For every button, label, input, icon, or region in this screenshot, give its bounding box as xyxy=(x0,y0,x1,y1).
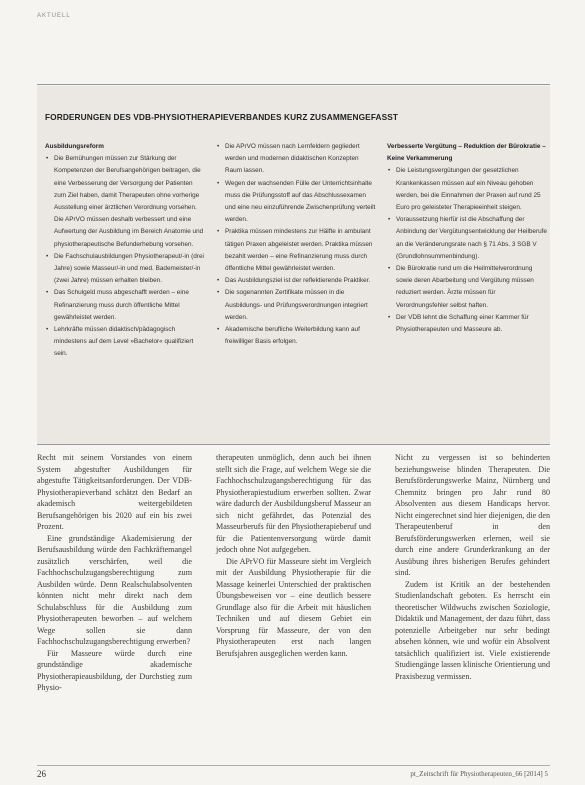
paragraph: Recht mit seinem Vorstandes von einem System abgestufter Ausbildungen für abgestufte Tätigkeitsanforderungen. Der VDB-Physiotherapieverband schätzt den Bedarf an akademisch weitergebildeten Berufsangehörigen bis 2020 auf ein bis zwei Prozent. xyxy=(37,453,192,531)
page-number: 26 xyxy=(37,769,46,779)
paragraph: Eine grundständige Akademisierung der Berufsausbildung würde den Fachkräftemangel zusätzlich verschärfen, weil die Fachhochschulzugangsberechtigung zum Ausbilden würde. Denn Realschulabsolventen könnten nicht mehr direkt nach dem Schulabschluss für die Ausbildung zum Physiotherapeuten beworben – auf welchem Wege sollen sie dann Fachhochschulzugangsberechtigung erwerben? xyxy=(37,533,192,646)
list-item: • Praktika müssen mindestens zur Hälfte in ambulant tätigen Praxen abgeleistet werden. Praktika müssen bezahlt werden – eine Refinanzierung muss durch öffentliche Mittel gewährleistet werden. xyxy=(216,226,376,275)
paragraph: Zudem ist Kritik an der bestehenden Studienlandschaft geboten. Es herrscht ein theoretischer Wildwuchs zwischen Soziologie, Didaktik und Management, der dazu führt, dass potenzielle Arbeitgeber nur sehr bedingt absehen können, wie und wofür ein Absolvent tatsächlich qualifiziert ist. Viele existierende Studiengänge lassen klinische Orientierung und Praxisbezug vermissen. xyxy=(395,579,550,681)
box-heading-reform: Ausbildungsreform xyxy=(45,143,104,150)
list-item: • Voraussetzung hierfür ist die Abschaffung der Anbindung der Vergütungsentwicklung der Heilberufe an die Veränderungsrate nach § 71 Abs. 3 SGB V (Grundlohnsummenbindung). xyxy=(387,214,547,263)
list-item: • Das Schulgeld muss abgeschafft werden – eine Refinanzierung muss durch öffentliche Mittel gewährleistet werden. xyxy=(45,287,205,324)
list-item: • Die sogenannten Zertifikate müssen in die Ausbildungs- und Prüfungsverordnungen integriert werden. xyxy=(216,287,376,324)
section-kicker: AKTUELL xyxy=(37,13,71,19)
list-item: • Der VDB lehnt die Schaffung einer Kammer für Physiotherapeuten und Masseure ab. xyxy=(387,312,547,336)
box-list-1 xyxy=(45,153,205,360)
paragraph: Die APrVO für Masseure sieht im Vergleich mit der Ausbildung Physiotherapie für die Massage keinerlei Unterschied der praktischen Übungsbeweisen vor – eine deutlich bessere Grundlage also für die Arbeit mit häuslichen Techniken und auf diesem Gebiet ein Vorsprung für Masseure, der von den Physiotherapeuten erst nach langen Berufsjahren ausgeglichen werden kann. xyxy=(216,556,371,658)
list-item: • Die Fachschulausbildungen Physiotherapeut/-in (drei Jahre) sowie Masseur/-in und med. Bademeister/-in (zwei Jahre) müssen erhalten bleiben. xyxy=(45,251,205,288)
box-column-2 xyxy=(216,141,376,348)
footer-rule xyxy=(37,765,550,766)
paragraph: therapeuten unmöglich, denn auch bei ihnen stellt sich die Frage, auf welchem Wege sie die Fachhochschulzugangsberechtigung für das Physiotherapiestudium erwerben sollten. Zwar wäre dadurch der Ausbildungsberuf Masseur an sich nicht gefährdet, das Potenzial des Masseurberufs für den Physiotherapieberuf und für die Patientenversorgung würde damit jedoch ohne Not aufgegeben. xyxy=(216,453,371,554)
list-item: • Lehrkräfte müssen didaktisch/pädagogisch mindestens auf dem Level »Bachelor« qualifiziert sein. xyxy=(45,324,205,361)
box-column-1 xyxy=(45,141,205,361)
list-item: • Die APrVO müssen nach Lernfeldern gegliedert werden und modernen didaktischen Konzepten Raum lassen. xyxy=(216,141,376,178)
publication-footer: pt_Zeitschrift für Physiotherapeuten_66 [2014] 5 xyxy=(410,770,548,778)
paragraph: Nicht zu vergessen ist so behinderten beziehungsweise blinden Therapeuten. Die Berufsförderungswerke Mainz, Nürnberg und Chemnitz bringen pro Jahr rund 80 Absolventen aus diesem Handicaps hervor. Nicht eingerechnet sind hier diejenigen, die den Therapeutenberuf in den Berufsförderungswerken erlernen, weil sie durch eine andere Grunderkrankung an der Ausübung ihres bisherigen Berufes gehindert sind. xyxy=(395,453,550,577)
paragraph: Für Masseure würde durch eine grundständige akademische Physiotherapieausbildung, der Durchstieg zum Physio- xyxy=(37,648,192,692)
text-column-3 xyxy=(395,452,550,682)
list-item: • Die Bemühungen müssen zur Stärkung der Kompetenzen der Berufsangehörigen beitragen, die eine Verbesserung der Versorgung der Patienten zum Ziel haben, damit Therapeuten ohne vorherige Ausstellung einer ärztlichen Verordnung vorsehen. Die APrVO müssen deshalb verbessert und eine Aufwertung der Ausbildung im Bereich Anatomie und physiotherapeutische Befunderhebung vorsehen. xyxy=(45,153,205,251)
box-heading-remuneration: Verbesserte Vergütung – Reduktion der Bürokratie – Keine Verkammerung xyxy=(387,143,546,163)
box-title: FORDERUNGEN DES VDB-PHYSIOTHERAPIEVERBANDES KURZ ZUSAMMENGEFASST xyxy=(45,112,399,122)
top-rule xyxy=(37,84,550,85)
box-list-2 xyxy=(216,141,376,348)
list-item: • Das Ausbildungsziel ist der reflektierende Praktiker. xyxy=(216,275,376,287)
list-item: • Die Leistungsvergütungen der gesetzlichen Krankenkassen müssen auf ein Niveau gehoben werden, bei die Einnahmen der Praxen auf rund 25 Euro pro geleisteter Therapieeinheit steigen. xyxy=(387,165,547,214)
box-list-3 xyxy=(387,165,547,336)
list-item: • Wegen der wachsenden Fülle der Unterrichtsinhalte muss die Prüfungsstoff auf das Abschlussexamen und eine neu einzuführende Zwischenprüfung verteilt werden. xyxy=(216,178,376,227)
box-bottom-rule xyxy=(37,444,550,445)
box-column-3 xyxy=(387,141,547,336)
list-item: • Die Bürokratie rund um die Heilmittelverordnung sowie deren Abarbeitung und Vergütung müssen reduziert werden. Ärzte müssen für Verordnungsfehler selbst haften. xyxy=(387,263,547,312)
text-column-1 xyxy=(37,452,192,694)
list-item: • Akademische berufliche Weiterbildung kann auf freiwilliger Basis erfolgen. xyxy=(216,324,376,348)
text-column-2 xyxy=(216,452,371,659)
